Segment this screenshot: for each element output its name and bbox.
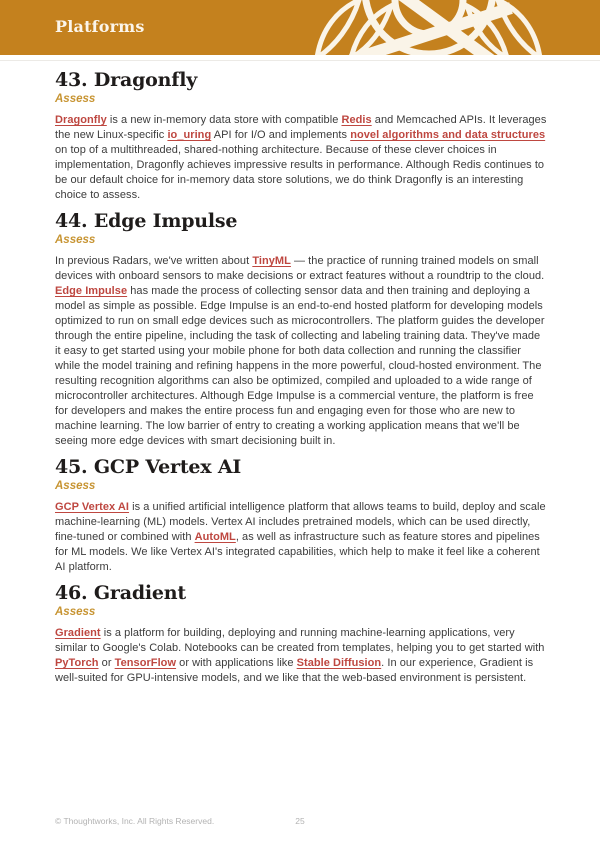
paragraph-text: or with applications like	[176, 657, 297, 669]
ring-label: Assess	[55, 480, 96, 492]
page-footer	[0, 816, 600, 828]
paragraph-text: and Memcached APIs. It leverages the new Linux-specific	[55, 114, 547, 141]
text-link[interactable]: AutoML	[194, 531, 236, 543]
ring-label: Assess	[55, 606, 96, 618]
text-link[interactable]: TensorFlow	[114, 657, 177, 669]
section-edge-impulse	[55, 211, 548, 449]
ring-label: Assess	[55, 93, 96, 105]
text-link[interactable]: Stable Diffusion	[296, 657, 382, 669]
page-title: Platforms	[55, 17, 145, 36]
section-paragraph	[55, 113, 548, 203]
section-heading: 46. Gradient	[55, 582, 186, 604]
page-header-band	[0, 0, 600, 55]
text-link[interactable]: Dragonfly	[55, 114, 107, 126]
text-link[interactable]: TinyML	[252, 255, 291, 267]
paragraph-text: or	[98, 657, 115, 669]
text-link[interactable]: Redis	[341, 114, 372, 126]
page-number: 25	[295, 816, 305, 826]
section-dragonfly	[55, 70, 548, 203]
text-link[interactable]: Gradient	[55, 627, 101, 639]
thoughtworks-flower-icon	[311, 0, 546, 55]
paragraph-text: has made the process of collecting sensor data and then training and deploying a model as simple as possible. Edge Impulse is an end-to-end hosted platform for developing models optimized to run on small edge devices such as microcontrollers. The platform guides the developer through the entire pipeline, including the task of collecting and labeling training data. They've made it easy to get started using your mobile phone for both data collection and running the classifier while the model training and refining happens in the more powerful, cloud-hosted environment. The resulting recognition algorithms can also be optimized, compiled and uploaded to a wide range of microcontroller architectures. Although Edge Impulse is a commercial venture, the platform is free for developers and makes the entire process fun and engaging even for those who are new to machine learning. The low barrier of entry to creating a working application means that we'll be seeing more edge devices with smart decisioning built in.	[55, 285, 545, 447]
text-link[interactable]: PyTorch	[55, 657, 99, 669]
section-heading: 43. Dragonfly	[55, 69, 198, 91]
text-link[interactable]: Edge Impulse	[55, 285, 128, 297]
section-heading: 44. Edge Impulse	[55, 210, 238, 232]
section-paragraph	[55, 500, 548, 575]
paragraph-text: — the practice of running trained models on small devices with onboard sensors to make decisions or extract features without a roundtrip to the cloud.	[55, 255, 545, 282]
paragraph-text: is a platform for building, deploying and running machine-learning applications, very similar to Google's Colab. Notebooks can be created from templates, helping you to get started with	[55, 627, 545, 654]
section-gcp-vertex-ai	[55, 457, 548, 575]
paragraph-text: is a new in-memory data store with compatible	[106, 114, 342, 126]
paragraph-text: . In our experience, Gradient is well-suited for GPU-intensive models, and we like that the web-based environment is persistent.	[55, 657, 534, 684]
text-link[interactable]: novel algorithms and data structures	[350, 129, 546, 141]
section-paragraph	[55, 254, 548, 449]
paragraph-text: API for I/O and implements	[211, 129, 351, 141]
text-link[interactable]: io_uring	[167, 129, 212, 141]
paragraph-text: on top of a multithreaded, shared-nothing architecture. Because of these clever choices in implementation, Dragonfly achieves impressive results in performance. Although Redis continues to be our default choice for in-memory data store solutions, we do think Dragonfly is an interesting choice to assess.	[55, 144, 545, 201]
section-gradient	[55, 583, 548, 686]
content-area	[55, 55, 548, 686]
ring-label: Assess	[55, 234, 96, 246]
paragraph-text: In previous Radars, we've written about	[55, 255, 253, 267]
section-paragraph	[55, 626, 548, 686]
section-heading: 45. GCP Vertex AI	[55, 456, 242, 478]
paragraph-text: , as well as infrastructure such as feature stores and pipelines for ML models. We like Vertex AI's integrated capabilities, which help to make it feel like a coherent AI platform.	[55, 531, 540, 573]
paragraph-text: is a unified artificial intelligence platform that allows teams to build, deploy and scale machine-learning (ML) models. Vertex AI includes pretrained models, which can be used directly, fine-tuned or combined with	[55, 501, 546, 543]
text-link[interactable]: GCP Vertex AI	[55, 501, 130, 513]
copyright-text: © Thoughtworks, Inc. All Rights Reserved.	[55, 816, 215, 826]
